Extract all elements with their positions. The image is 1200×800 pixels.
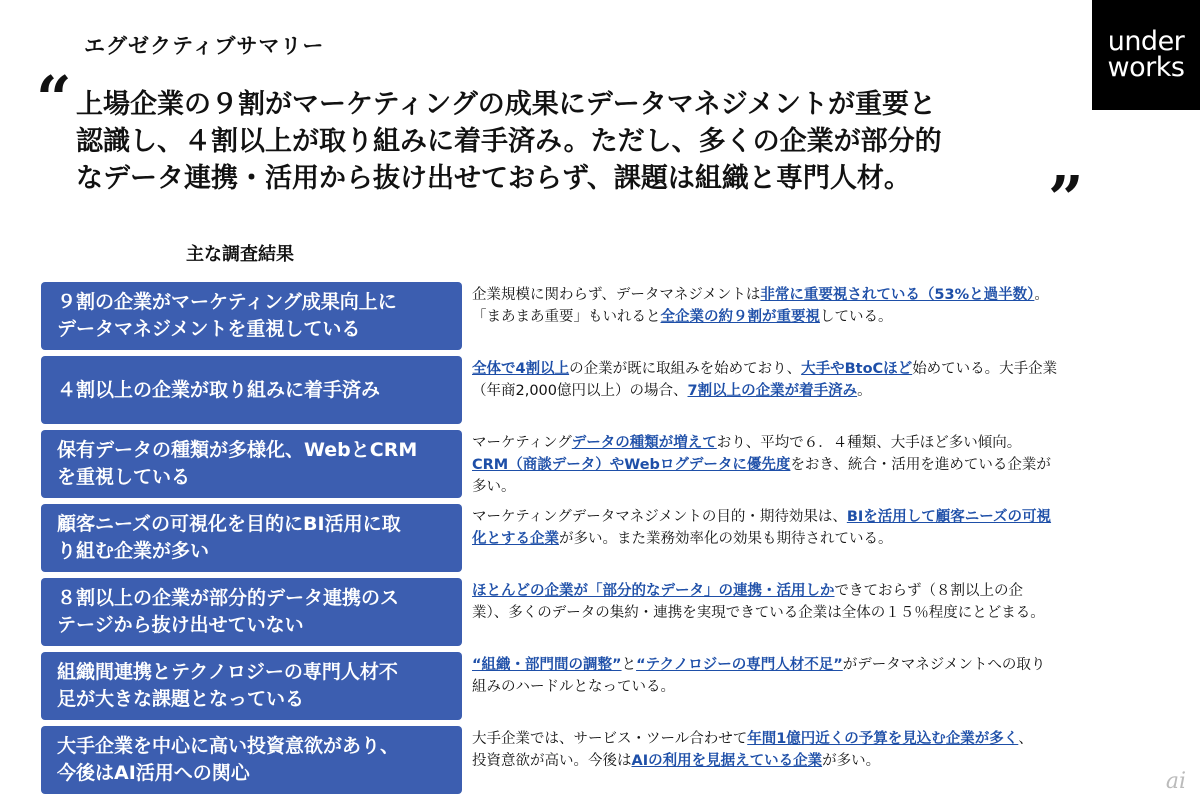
finding-heading-line: り組む企業が多い — [57, 540, 210, 562]
highlight-text: BIを活用して顧客ニーズの可視 — [846, 509, 1052, 525]
finding-row — [41, 430, 1191, 498]
finding-heading-line: を重視している — [57, 466, 191, 488]
finding-heading — [41, 282, 462, 350]
finding-description — [472, 284, 1162, 328]
description-text: 企業規模に関わらず、データマネジメントは — [472, 287, 761, 303]
finding-description — [472, 358, 1162, 402]
headline-quote — [76, 86, 1066, 197]
description-text: をおき、統合・活用を進めている企業が — [790, 457, 1051, 473]
headline-line: なデータ連携・活用から抜け出せておらず、課題は組織と専門人材。 — [76, 163, 911, 194]
highlight-text: 化とする企業 — [472, 531, 559, 547]
section-label: 主な調査結果 — [186, 244, 294, 265]
description-text: 多い。 — [472, 479, 516, 495]
description-text: が多い。また業務効率化の効果も期待されている。 — [559, 531, 893, 547]
description-text: マーケティング — [472, 435, 572, 451]
finding-row — [41, 726, 1191, 794]
finding-description — [472, 654, 1162, 698]
highlight-text: AIの利用を見据えている企業 — [631, 753, 823, 769]
description-text: 「まあまあ重要」もいれると — [472, 309, 661, 325]
highlight-text: ほとんどの企業が「部分的なデータ」の連携・活用しか — [472, 583, 835, 599]
finding-row — [41, 578, 1191, 646]
finding-description — [472, 728, 1162, 772]
headline-line: 上場企業の９割がマーケティングの成果にデータマネジメントが重要と — [76, 89, 936, 120]
finding-heading — [41, 726, 462, 794]
finding-row — [41, 652, 1191, 720]
description-text: おり、平均で６．４種類、大手ほど多い傾向。 — [716, 435, 1022, 451]
finding-heading-line: 足が大きな課題となっている — [57, 688, 305, 710]
finding-heading — [41, 430, 462, 498]
logo-line-1: under — [1107, 26, 1185, 57]
finding-heading — [41, 578, 462, 646]
open-quote-mark: “ — [36, 62, 72, 135]
finding-heading — [41, 504, 462, 572]
description-text: している。 — [820, 309, 893, 325]
finding-heading — [41, 356, 462, 424]
logo-line-2: works — [1107, 52, 1185, 83]
slide-title: エグゼクティブサマリー — [84, 34, 325, 58]
finding-heading-line: 顧客ニーズの可視化を目的にBI活用に取 — [57, 513, 401, 535]
description-text: （年商2,000億円以上）の場合、 — [472, 383, 688, 399]
highlight-text: データの種類が増えて — [571, 435, 717, 451]
description-text: と — [621, 657, 637, 673]
description-text: 、 — [1018, 731, 1033, 747]
finding-description — [472, 432, 1162, 498]
headline-line: 認識し、４割以上が取り組みに着手済み。ただし、多くの企業が部分的 — [76, 126, 942, 157]
finding-heading-line: 大手企業を中心に高い投資意欲があり、 — [57, 735, 400, 757]
watermark-logo: ai — [1165, 769, 1186, 794]
description-text: 始めている。大手企業 — [912, 361, 1058, 377]
highlight-text: 全体で4割以上 — [472, 361, 570, 377]
description-text: できておらず（８割以上の企 — [834, 583, 1023, 599]
finding-description — [472, 580, 1162, 624]
finding-heading-line: テージから抜け出せていない — [57, 614, 304, 636]
highlight-text: 全企業の約９割が重要視 — [660, 309, 820, 325]
description-text: が多い。 — [822, 753, 881, 769]
underworks-logo — [1092, 0, 1200, 110]
highlight-text: CRM（商談データ）やWebログデータに優先度 — [472, 457, 791, 473]
description-text: 大手企業では、サービス・ツール合わせて — [472, 731, 748, 747]
finding-heading-line: 今後はAI活用への関心 — [57, 762, 250, 784]
description-text: マーケティングデータマネジメントの目的・期待効果は、 — [472, 509, 847, 525]
highlight-text: 非常に重要視されている（53%と過半数） — [760, 287, 1035, 303]
finding-row — [41, 504, 1191, 572]
finding-heading-line: ９割の企業がマーケティング成果向上に — [57, 291, 397, 313]
description-text: 投資意欲が高い。今後は — [472, 753, 632, 769]
description-text: 組みのハードルとなっている。 — [472, 679, 675, 695]
finding-description — [472, 506, 1162, 550]
finding-heading — [41, 652, 462, 720]
highlight-text: 大手やBtoCほど — [801, 361, 913, 377]
finding-heading-line: 保有データの種類が多様化、WebとCRM — [57, 439, 418, 461]
finding-heading-line: ４割以上の企業が取り組みに着手済み — [57, 378, 381, 401]
highlight-text: 7割以上の企業が着手済み — [687, 383, 858, 399]
finding-row — [41, 282, 1191, 350]
description-text: 。 — [857, 383, 872, 399]
close-quote-mark: ” — [1048, 162, 1084, 235]
description-text: がデータマネジメントへの取り — [842, 657, 1046, 673]
finding-row — [41, 356, 1191, 424]
highlight-text: 年間1億円近くの予算を見込む企業が多く — [747, 731, 1019, 747]
finding-heading-line: 組織間連携とテクノロジーの専門人材不 — [57, 661, 398, 683]
highlight-text: “組織・部門間の調整” — [472, 657, 622, 673]
description-text: 業）、多くのデータの集約・連携を実現できている企業は全体の１５％程度にとどまる。 — [472, 605, 1045, 621]
finding-heading-line: データマネジメントを重視している — [57, 318, 361, 340]
description-text: の企業が既に取組みを始めており、 — [569, 361, 802, 377]
description-text: 。 — [1034, 287, 1049, 303]
finding-heading-line: ８割以上の企業が部分的データ連携のス — [57, 587, 400, 609]
highlight-text: “テクノロジーの専門人材不足” — [636, 657, 843, 673]
